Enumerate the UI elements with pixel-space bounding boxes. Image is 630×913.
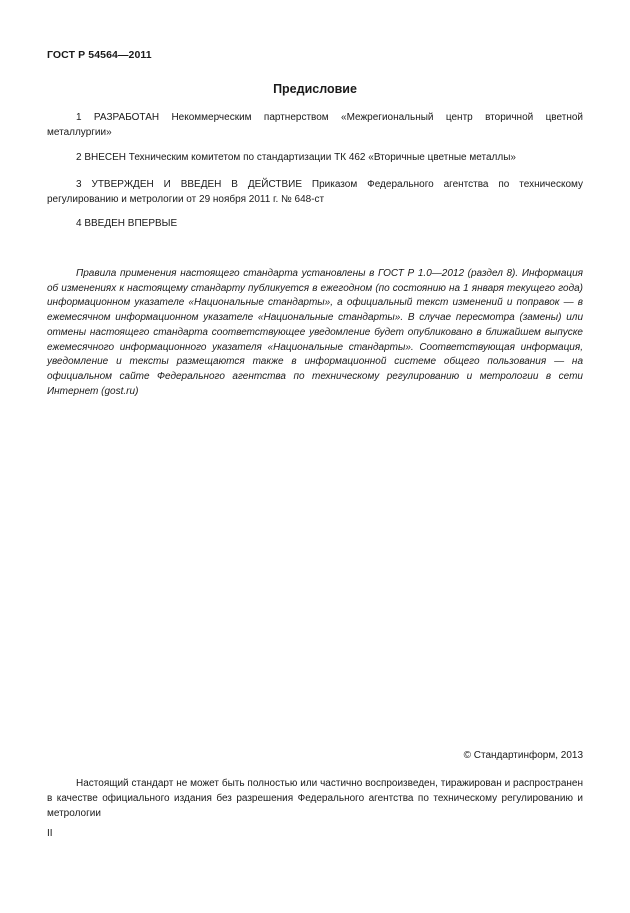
paragraph-developed-by: 1 РАЗРАБОТАН Некоммерческим партнерством «Межрегиональный центр вторичной цветной металлургии» bbox=[47, 112, 583, 138]
page-title: Предисловие bbox=[273, 82, 357, 96]
document-code: ГОСТ Р 54564—2011 bbox=[47, 49, 152, 61]
paragraph-first-introduced: 4 ВВЕДЕН ВПЕРВЫЕ bbox=[76, 218, 178, 229]
page-number: II bbox=[47, 828, 53, 839]
application-rules-notice: Правила применения настоящего стандарта установлены в ГОСТ Р 1.0—2012 (раздел 8). Информация об изменениях к настоящему стандарту публикуется в ежегодном (по состоянию на 1 января текущего года) информационном указателе «Национальные стандарты», а официальный текст изменений и поправок — в ежемесячном информационном указателе «Национальные стандарты». В случае пересмотра (замены) или отмены настоящего стандарта соответствующее уведомление будет опубликовано в ближайшем выпуске ежемесячного информационного указателя «Национальные стандарты». Соответствующая информация, уведомление и тексты размещаются также в информационной системе общего пользования — на официальном сайте Федерального агентства по техническому регулированию и метрологии в сети Интернет (gost.ru) bbox=[47, 268, 583, 397]
paragraph-approved: 3 УТВЕРЖДЕН И ВВЕДЕН В ДЕЙСТВИЕ Приказом Федерального агентства по техническому регулированию и метрологии от 29 ноября 2011 г. № 648-ст bbox=[47, 179, 583, 205]
copyright-line: © Стандартинформ, 2013 bbox=[463, 750, 583, 761]
reproduction-notice: Настоящий стандарт не может быть полностью или частично воспроизведен, тиражирован и распространен в качестве официального издания без разрешения Федерального агентства по техническому регулированию и метрологии bbox=[47, 778, 583, 819]
paragraph-introduced-by: 2 ВНЕСЕН Техническим комитетом по стандартизации ТК 462 «Вторичные цветные металлы» bbox=[76, 152, 516, 163]
